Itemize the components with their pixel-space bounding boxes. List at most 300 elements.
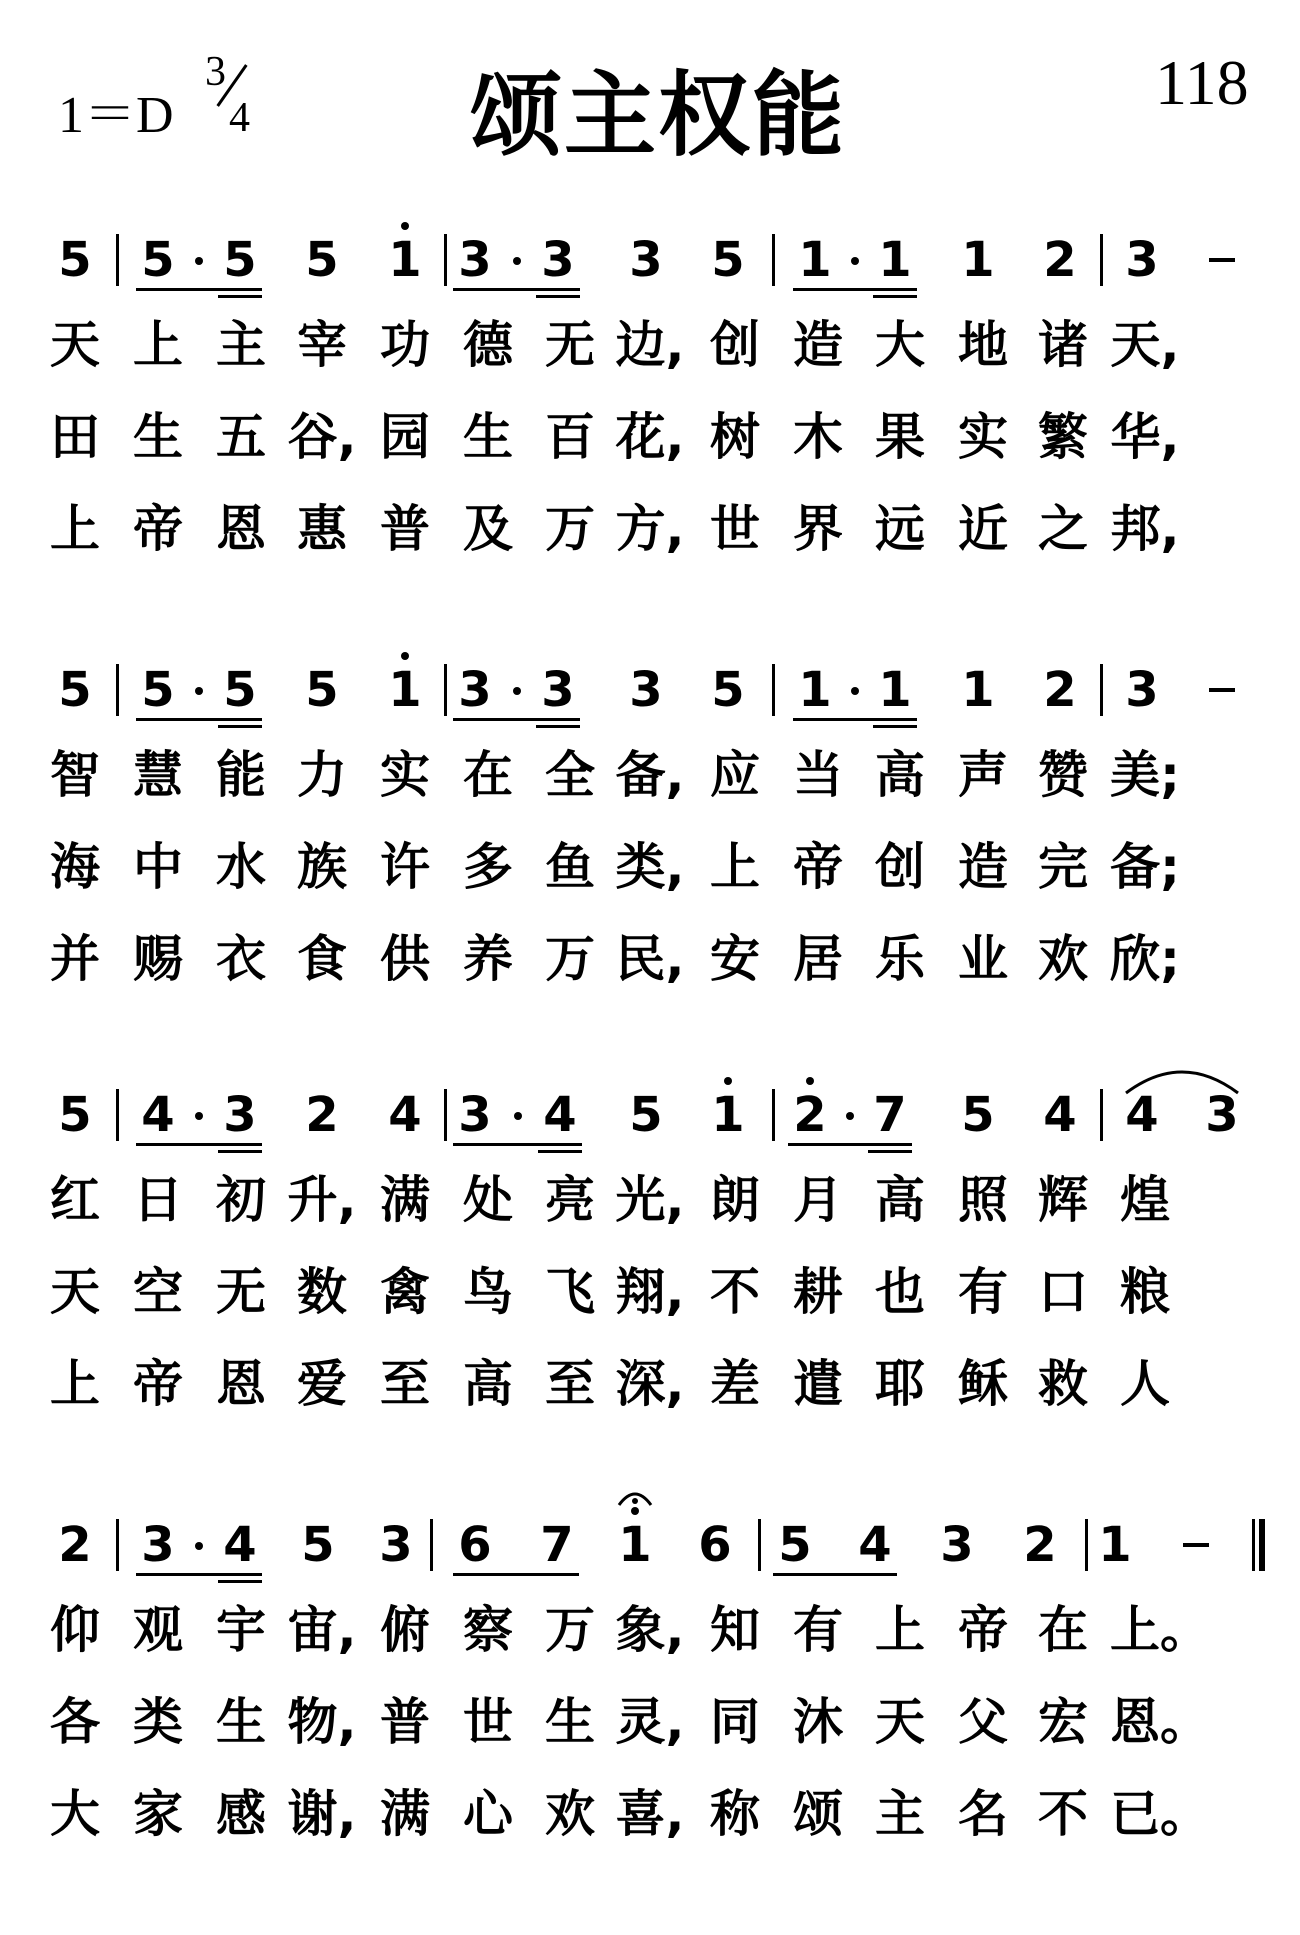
lyric-syllable: 谢, xyxy=(287,1785,357,1843)
lyric-syllable: 满 xyxy=(380,1785,430,1843)
lyric-syllable: 至 xyxy=(545,1355,595,1413)
note: 1 xyxy=(1098,1517,1132,1573)
high-octave-dot xyxy=(724,1077,732,1085)
score-system xyxy=(0,660,1300,1080)
lyric-syllable: 数 xyxy=(297,1263,347,1321)
high-octave-dot xyxy=(806,1077,814,1085)
note: 5 xyxy=(223,232,257,288)
lyric-line xyxy=(0,310,1300,380)
lyric-syllable: 在 xyxy=(1038,1601,1088,1659)
underline-beam xyxy=(793,288,917,291)
underline-beam-second xyxy=(536,725,580,728)
lyric-syllable: 万 xyxy=(545,500,595,558)
lyric-syllable: 上 xyxy=(50,500,100,558)
lyric-syllable: 欢 xyxy=(545,1785,595,1843)
score-system xyxy=(0,1515,1300,1935)
lyric-syllable: 照 xyxy=(958,1171,1008,1229)
barline xyxy=(430,1519,433,1571)
lyric-syllable: 邦, xyxy=(1110,500,1180,558)
lyric-syllable: 创 xyxy=(875,838,925,896)
barline xyxy=(1100,234,1103,286)
lyric-line xyxy=(0,402,1300,472)
lyric-syllable: 恩 xyxy=(216,1355,266,1413)
lyric-syllable: 耶 xyxy=(875,1355,925,1413)
lyric-syllable: 感 xyxy=(216,1785,266,1843)
lyric-syllable: 颂 xyxy=(793,1785,843,1843)
note: 3 xyxy=(458,662,492,718)
note: 5 xyxy=(141,662,175,718)
note: 4 xyxy=(858,1517,892,1573)
note: 1 xyxy=(618,1517,652,1573)
note: 4 xyxy=(388,1087,422,1143)
lyric-syllable: 耕 xyxy=(793,1263,843,1321)
lyric-syllable: 上 xyxy=(875,1601,925,1659)
note: 5 xyxy=(301,1517,335,1573)
lyric-syllable: 主 xyxy=(216,316,266,374)
note: 2 xyxy=(1043,662,1077,718)
lyric-syllable: 帝 xyxy=(133,1355,183,1413)
lyric-syllable: 父 xyxy=(958,1693,1008,1751)
barline xyxy=(116,1089,119,1141)
lyric-syllable: 宇 xyxy=(216,1601,266,1659)
lyric-syllable: 田 xyxy=(50,408,100,466)
lyric-syllable: 万 xyxy=(545,930,595,988)
lyric-syllable: 智 xyxy=(50,746,100,804)
lyric-syllable: 光, xyxy=(615,1171,685,1229)
lyric-syllable: 宰 xyxy=(297,316,347,374)
lyric-syllable: 遣 xyxy=(793,1355,843,1413)
note: 2 xyxy=(793,1087,827,1143)
underline-beam xyxy=(453,1143,582,1146)
note: 2 xyxy=(1023,1517,1057,1573)
lyric-syllable: 俯 xyxy=(380,1601,430,1659)
lyric-syllable: 并 xyxy=(50,930,100,988)
song-title: 颂主权能 xyxy=(470,62,847,169)
lyric-syllable: 恩。 xyxy=(1110,1693,1210,1751)
lyric-line xyxy=(0,832,1300,902)
final-barline-thick xyxy=(1259,1519,1265,1571)
lyric-syllable: 完 xyxy=(1038,838,1088,896)
lyric-syllable: 鱼 xyxy=(545,838,595,896)
barline xyxy=(1085,1519,1088,1571)
lyric-syllable: 家 xyxy=(133,1785,183,1843)
barline xyxy=(772,664,775,716)
lyric-syllable: 力 xyxy=(297,746,347,804)
lyric-syllable: 恩 xyxy=(216,500,266,558)
augmentation-dot xyxy=(513,687,521,695)
lyric-syllable: 欢 xyxy=(1038,930,1088,988)
note: 3 xyxy=(1125,662,1159,718)
lyric-syllable: 许 xyxy=(380,838,430,896)
lyric-syllable: 在 xyxy=(463,746,513,804)
lyric-syllable: 处 xyxy=(463,1171,513,1229)
sustain-dash xyxy=(1209,688,1235,692)
note: 5 xyxy=(305,232,339,288)
note: 1 xyxy=(961,232,995,288)
lyric-syllable: 心 xyxy=(463,1785,513,1843)
barline xyxy=(116,1519,119,1571)
lyric-syllable: 居 xyxy=(793,930,843,988)
note: 3 xyxy=(458,1087,492,1143)
sustain-dash xyxy=(1183,1543,1209,1547)
underline-beam xyxy=(453,718,580,721)
note: 3 xyxy=(629,662,663,718)
lyric-syllable: 人 xyxy=(1120,1355,1170,1413)
lyric-syllable: 天 xyxy=(50,1263,100,1321)
augmentation-dot xyxy=(195,1112,203,1120)
lyric-syllable: 繁 xyxy=(1038,408,1088,466)
note: 5 xyxy=(141,232,175,288)
barline xyxy=(772,234,775,286)
lyric-syllable: 供 xyxy=(380,930,430,988)
lyric-syllable: 天 xyxy=(875,1693,925,1751)
lyric-syllable: 造 xyxy=(958,838,1008,896)
note: 4 xyxy=(141,1087,175,1143)
lyric-syllable: 华, xyxy=(1110,408,1180,466)
lyric-syllable: 赞 xyxy=(1038,746,1088,804)
sustain-dash xyxy=(1209,258,1235,262)
lyric-syllable: 察 xyxy=(463,1601,513,1659)
note: 3 xyxy=(541,662,575,718)
note: 4 xyxy=(543,1087,577,1143)
note: 3 xyxy=(379,1517,413,1573)
lyric-syllable: 宏 xyxy=(1038,1693,1088,1751)
score-system xyxy=(0,1085,1300,1505)
underline-beam xyxy=(136,288,262,291)
note: 2 xyxy=(1043,232,1077,288)
lyric-syllable: 生 xyxy=(545,1693,595,1751)
high-octave-dot xyxy=(401,652,409,660)
lyric-line xyxy=(0,1349,1300,1419)
note: 3 xyxy=(458,232,492,288)
lyric-syllable: 谷, xyxy=(287,408,357,466)
note: 1 xyxy=(711,1087,745,1143)
lyric-syllable: 边, xyxy=(615,316,685,374)
lyric-syllable: 水 xyxy=(216,838,266,896)
lyric-syllable: 族 xyxy=(297,838,347,896)
lyric-syllable: 方, xyxy=(615,500,685,558)
lyric-syllable: 功 xyxy=(380,316,430,374)
barline xyxy=(444,1089,447,1141)
note: 5 xyxy=(305,662,339,718)
underline-beam-second xyxy=(218,725,262,728)
final-barline-thin xyxy=(1252,1519,1255,1571)
lyric-line xyxy=(0,924,1300,994)
lyric-syllable: 惠 xyxy=(297,500,347,558)
barline xyxy=(116,664,119,716)
underline-beam-second xyxy=(218,1150,262,1153)
lyric-syllable: 业 xyxy=(958,930,1008,988)
underline-beam xyxy=(773,1573,897,1576)
lyric-syllable: 诸 xyxy=(1038,316,1088,374)
note: 3 xyxy=(1205,1087,1239,1143)
barline xyxy=(444,234,447,286)
lyric-syllable: 上 xyxy=(50,1355,100,1413)
lyric-syllable: 升, xyxy=(287,1171,357,1229)
lyric-syllable: 朗 xyxy=(710,1171,760,1229)
lyric-syllable: 禽 xyxy=(380,1263,430,1321)
lyric-syllable: 木 xyxy=(793,408,843,466)
time-signature-bottom: 4 xyxy=(229,95,250,141)
lyric-syllable: 造 xyxy=(793,316,843,374)
note: 3 xyxy=(541,232,575,288)
lyric-line xyxy=(0,1257,1300,1327)
lyric-syllable: 天, xyxy=(1110,316,1180,374)
lyric-syllable: 民, xyxy=(615,930,685,988)
lyric-syllable: 不 xyxy=(1038,1785,1088,1843)
lyric-syllable: 观 xyxy=(133,1601,183,1659)
lyric-syllable: 已。 xyxy=(1110,1785,1210,1843)
underline-beam xyxy=(788,1143,912,1146)
note: 7 xyxy=(540,1517,574,1573)
lyric-syllable: 世 xyxy=(710,500,760,558)
lyric-syllable: 灵, xyxy=(615,1693,685,1751)
lyric-syllable: 全 xyxy=(545,746,595,804)
lyric-syllable: 衣 xyxy=(216,930,266,988)
lyric-syllable: 帝 xyxy=(958,1601,1008,1659)
lyric-syllable: 类 xyxy=(133,1693,183,1751)
note: 6 xyxy=(698,1517,732,1573)
lyric-syllable: 天 xyxy=(50,316,100,374)
time-signature-top: 3 xyxy=(205,49,226,95)
lyric-syllable: 有 xyxy=(793,1601,843,1659)
lyric-syllable: 有 xyxy=(958,1263,1008,1321)
note: 7 xyxy=(873,1087,907,1143)
lyric-syllable: 树 xyxy=(710,408,760,466)
underline-beam-second xyxy=(218,295,262,298)
lyric-syllable: 安 xyxy=(710,930,760,988)
lyric-syllable: 象, xyxy=(615,1601,685,1659)
note: 1 xyxy=(798,232,832,288)
lyric-syllable: 百 xyxy=(545,408,595,466)
lyric-syllable: 喜, xyxy=(615,1785,685,1843)
lyric-syllable: 欣; xyxy=(1110,930,1180,988)
lyric-syllable: 仰 xyxy=(50,1601,100,1659)
lyric-syllable: 中 xyxy=(133,838,183,896)
lyric-syllable: 花, xyxy=(615,408,685,466)
lyric-syllable: 粮 xyxy=(1120,1263,1170,1321)
lyric-syllable: 大 xyxy=(875,316,925,374)
lyric-syllable: 实 xyxy=(958,408,1008,466)
lyric-syllable: 至 xyxy=(380,1355,430,1413)
augmentation-dot xyxy=(514,1112,522,1120)
note: 3 xyxy=(940,1517,974,1573)
lyric-syllable: 翔, xyxy=(615,1263,685,1321)
underline-beam-second xyxy=(873,295,917,298)
lyric-syllable: 无 xyxy=(216,1263,266,1321)
lyric-syllable: 生 xyxy=(216,1693,266,1751)
lyric-syllable: 物, xyxy=(287,1693,357,1751)
lyric-syllable: 红 xyxy=(50,1171,100,1229)
lyric-syllable: 月 xyxy=(793,1171,843,1229)
lyric-syllable: 亮 xyxy=(545,1171,595,1229)
barline xyxy=(444,664,447,716)
note: 5 xyxy=(223,662,257,718)
lyric-syllable: 辉 xyxy=(1038,1171,1088,1229)
note: 5 xyxy=(711,232,745,288)
lyric-syllable: 帝 xyxy=(133,500,183,558)
lyric-syllable: 爱 xyxy=(297,1355,347,1413)
lyric-syllable: 普 xyxy=(380,1693,430,1751)
lyric-syllable: 煌 xyxy=(1120,1171,1170,1229)
lyric-syllable: 类, xyxy=(615,838,685,896)
note: 3 xyxy=(629,232,663,288)
underline-beam-second xyxy=(873,725,917,728)
lyric-syllable: 地 xyxy=(958,316,1008,374)
lyric-syllable: 五 xyxy=(216,408,266,466)
lyric-syllable: 果 xyxy=(875,408,925,466)
augmentation-dot xyxy=(195,257,203,265)
lyric-syllable: 之 xyxy=(1038,500,1088,558)
note: 5 xyxy=(711,662,745,718)
lyric-line xyxy=(0,494,1300,564)
underline-beam-second xyxy=(868,1150,912,1153)
underline-beam xyxy=(453,288,580,291)
note: 2 xyxy=(305,1087,339,1143)
lyric-syllable: 声 xyxy=(958,746,1008,804)
lyric-syllable: 普 xyxy=(380,500,430,558)
lyric-syllable: 及 xyxy=(463,500,513,558)
lyric-syllable: 多 xyxy=(463,838,513,896)
lyric-syllable: 备, xyxy=(615,746,685,804)
note: 5 xyxy=(58,1087,92,1143)
lyric-syllable: 不 xyxy=(710,1263,760,1321)
lyric-syllable: 鸟 xyxy=(463,1263,513,1321)
underline-beam xyxy=(793,718,917,721)
note: 1 xyxy=(388,662,422,718)
lyric-syllable: 差 xyxy=(710,1355,760,1413)
note: 3 xyxy=(141,1517,175,1573)
key-signature: 1＝D xyxy=(58,87,174,144)
lyric-syllable: 生 xyxy=(133,408,183,466)
underline-beam xyxy=(136,1573,262,1576)
barline xyxy=(116,234,119,286)
note: 5 xyxy=(629,1087,663,1143)
underline-beam xyxy=(453,1573,579,1576)
note: 1 xyxy=(798,662,832,718)
augmentation-dot xyxy=(195,687,203,695)
lyric-syllable: 创 xyxy=(710,316,760,374)
lyric-line xyxy=(0,1779,1300,1849)
note: 5 xyxy=(778,1517,812,1573)
lyric-syllable: 也 xyxy=(875,1263,925,1321)
augmentation-dot xyxy=(851,687,859,695)
lyric-syllable: 大 xyxy=(50,1785,100,1843)
lyric-syllable: 知 xyxy=(710,1601,760,1659)
note: 1 xyxy=(878,232,912,288)
lyric-syllable: 口 xyxy=(1038,1263,1088,1321)
lyric-syllable: 慧 xyxy=(133,746,183,804)
lyric-syllable: 养 xyxy=(463,930,513,988)
barline xyxy=(758,1519,761,1571)
lyric-syllable: 上 xyxy=(710,838,760,896)
underline-beam-second xyxy=(538,1150,582,1153)
note: 6 xyxy=(458,1517,492,1573)
lyric-syllable: 乐 xyxy=(875,930,925,988)
final-barline xyxy=(1252,1519,1264,1571)
note: 3 xyxy=(1125,232,1159,288)
lyric-syllable: 帝 xyxy=(793,838,843,896)
lyric-syllable: 高 xyxy=(463,1355,513,1413)
lyric-line xyxy=(0,1165,1300,1235)
barline xyxy=(1100,664,1103,716)
augmentation-dot xyxy=(851,257,859,265)
page-number: 118 xyxy=(1155,47,1249,118)
lyric-syllable: 美; xyxy=(1110,746,1180,804)
lyric-syllable: 沐 xyxy=(793,1693,843,1751)
note: 4 xyxy=(1125,1087,1159,1143)
lyric-syllable: 生 xyxy=(463,408,513,466)
note: 3 xyxy=(223,1087,257,1143)
lyric-line xyxy=(0,1687,1300,1757)
lyric-syllable: 宙, xyxy=(287,1601,357,1659)
lyric-syllable: 赐 xyxy=(133,930,183,988)
lyric-syllable: 近 xyxy=(958,500,1008,558)
note: 1 xyxy=(878,662,912,718)
high-octave-dot xyxy=(401,222,409,230)
lyric-syllable: 能 xyxy=(216,746,266,804)
lyric-syllable: 万 xyxy=(545,1601,595,1659)
note: 5 xyxy=(58,232,92,288)
lyric-syllable: 实 xyxy=(380,746,430,804)
note: 4 xyxy=(223,1517,257,1573)
lyric-syllable: 高 xyxy=(875,1171,925,1229)
lyric-syllable: 稣 xyxy=(958,1355,1008,1413)
note: 5 xyxy=(961,1087,995,1143)
score-system xyxy=(0,230,1300,650)
barline xyxy=(772,1089,775,1141)
lyric-syllable: 初 xyxy=(216,1171,266,1229)
lyric-syllable: 高 xyxy=(875,746,925,804)
note: 4 xyxy=(1043,1087,1077,1143)
underline-beam-second xyxy=(218,1580,262,1583)
lyric-syllable: 深, xyxy=(615,1355,685,1413)
lyric-syllable: 海 xyxy=(50,838,100,896)
lyric-syllable: 世 xyxy=(463,1693,513,1751)
augmentation-dot xyxy=(513,257,521,265)
lyric-syllable: 空 xyxy=(133,1263,183,1321)
lyric-syllable: 园 xyxy=(380,408,430,466)
fermata-icon xyxy=(615,1483,655,1507)
underline-beam xyxy=(136,1143,262,1146)
underline-beam xyxy=(136,718,262,721)
lyric-syllable: 德 xyxy=(463,316,513,374)
lyric-syllable: 救 xyxy=(1038,1355,1088,1413)
lyric-syllable: 上。 xyxy=(1110,1601,1210,1659)
lyric-line xyxy=(0,1595,1300,1665)
underline-beam-second xyxy=(536,295,580,298)
lyric-syllable: 主 xyxy=(875,1785,925,1843)
tie-arc xyxy=(1122,1057,1242,1097)
lyric-syllable: 当 xyxy=(793,746,843,804)
lyric-syllable: 称 xyxy=(710,1785,760,1843)
lyric-syllable: 上 xyxy=(133,316,183,374)
augmentation-dot xyxy=(846,1112,854,1120)
lyric-syllable: 名 xyxy=(958,1785,1008,1843)
lyric-line xyxy=(0,740,1300,810)
note: 1 xyxy=(961,662,995,718)
lyric-syllable: 无 xyxy=(545,316,595,374)
lyric-syllable: 同 xyxy=(710,1693,760,1751)
lyric-syllable: 远 xyxy=(875,500,925,558)
note: 2 xyxy=(58,1517,92,1573)
lyric-syllable: 满 xyxy=(380,1171,430,1229)
lyric-syllable: 应 xyxy=(710,746,760,804)
lyric-syllable: 飞 xyxy=(545,1263,595,1321)
lyric-syllable: 食 xyxy=(297,930,347,988)
high-octave-dot xyxy=(631,1507,639,1515)
lyric-syllable: 各 xyxy=(50,1693,100,1751)
